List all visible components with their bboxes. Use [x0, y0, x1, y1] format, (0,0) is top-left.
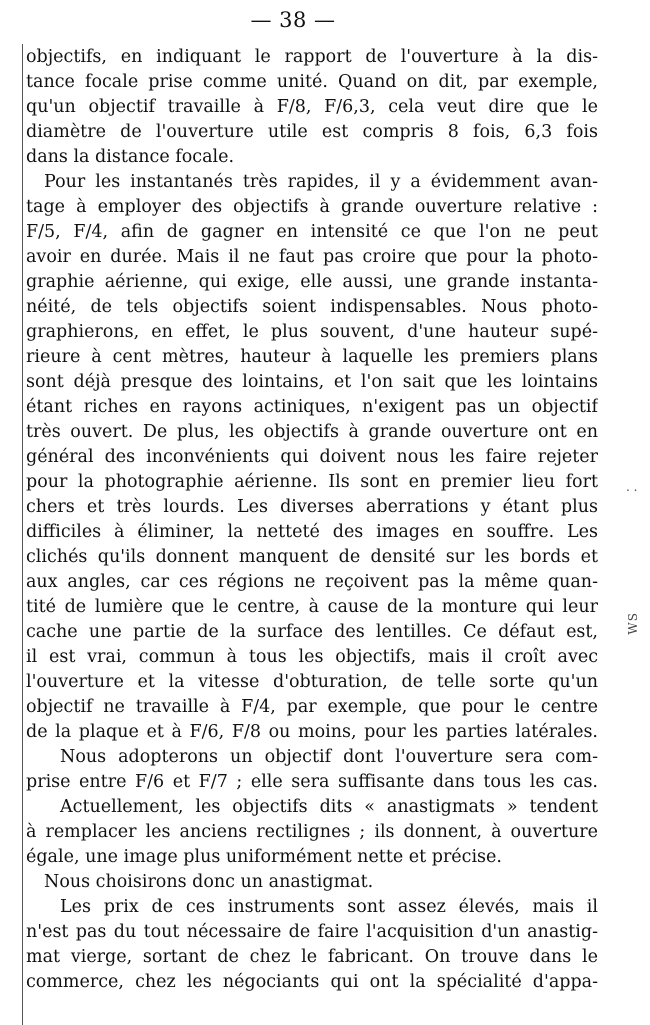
text-line: pour la photographie aérienne. Ils sont en premier lieu fort [26, 472, 598, 492]
text-line: néité, de tels objectifs soient indispensables. Nous photo- [26, 297, 598, 317]
text-line: rieure à cent mètres, hauteur à laquelle les premiers plans [26, 347, 598, 367]
text-line: il est vrai, commun à tous les objectifs, mais il croît avec [26, 647, 598, 667]
text-line: tance focale prise comme unité. Quand on dit, par exemple, [26, 72, 598, 92]
text-line: Nous adopterons un objectif dont l'ouverture sera com- [60, 747, 598, 767]
text-line: qu'un objectif travaille à F/8, F/6,3, cela veut dire que le [26, 97, 598, 117]
text-line: aux angles, car ces régions ne reçoivent pas la même quan- [26, 572, 598, 592]
text-line: clichés qu'ils donnent manquent de densité sur les bords et [26, 547, 598, 567]
text-line: n'est pas du tout nécessaire de faire l'acquisition d'un anastig- [26, 922, 598, 942]
text-line: cache une partie de la surface des lentilles. Ce défaut est, [26, 622, 598, 642]
text-line: tage à employer des objectifs à grande ouverture relative : [26, 197, 598, 217]
page-number: — 38 — [250, 8, 336, 32]
text-line: tité de lumière que le centre, à cause de la monture qui leur [26, 597, 598, 617]
text-line: mat vierge, sortant de chez le fabricant. On trouve dans le [26, 947, 598, 967]
margin-mark: WS [626, 612, 640, 635]
text-line: Pour les instantanés très rapides, il y a évidemment avan- [44, 172, 598, 192]
text-line: très ouvert. De plus, les objectifs à grande ouverture ont en [26, 422, 598, 442]
text-line: l'ouverture et la vitesse d'obturation, de telle sorte qu'un [26, 672, 598, 692]
text-line: chers et très lourds. Les diverses aberrations y étant plus [26, 497, 598, 517]
text-line: général des inconvénients qui doivent nous les faire rejeter [26, 447, 598, 467]
text-line: graphie aérienne, qui exige, elle aussi, une grande instanta- [26, 272, 598, 292]
text-line: prise entre F/6 et F/7 ; elle sera suffisante dans tous les cas. [26, 772, 598, 792]
text-line: égale, une image plus uniformément nette et précise. [26, 847, 502, 867]
text-line: F/5, F/4, afin de gagner en intensité ce que l'on ne peut [26, 222, 598, 242]
text-line: étant riches en rayons actiniques, n'exigent pas un objectif [26, 397, 598, 417]
text-line: dans la distance focale. [26, 147, 235, 167]
text-line: difficiles à éliminer, la netteté des images en souffre. Les [26, 522, 598, 542]
body-text [26, 45, 598, 995]
text-line: Nous choisirons donc un anastigmat. [44, 872, 374, 892]
text-line: Actuellement, les objectifs dits « anastigmats » tendent [60, 797, 598, 817]
text-line: de la plaque et à F/6, F/8 ou moins, pour les parties latérales. [26, 722, 598, 742]
text-line: avoir en durée. Mais il ne faut pas croire que pour la photo- [26, 247, 598, 267]
text-line: Les prix de ces instruments sont assez élevés, mais il [60, 897, 598, 917]
text-line: diamètre de l'ouverture utile est compris 8 fois, 6,3 fois [26, 122, 598, 142]
text-line: commerce, chez les négociants qui ont la spécialité d'appa- [26, 972, 598, 992]
text-line: sont déjà presque des lointains, et l'on sait que les lointains [26, 372, 598, 392]
page-left-border [22, 44, 23, 1025]
text-line: objectif ne travaille à F/4, par exemple, que pour le centre [26, 697, 598, 717]
text-line: graphierons, en effet, le plus souvent, d'une hauteur supé- [26, 322, 598, 342]
text-line: à remplacer les anciens rectilignes ; ils donnent, à ouverture [26, 822, 598, 842]
margin-dots: . . [626, 480, 638, 494]
text-line: objectifs, en indiquant le rapport de l'ouverture à la dis- [26, 47, 598, 67]
